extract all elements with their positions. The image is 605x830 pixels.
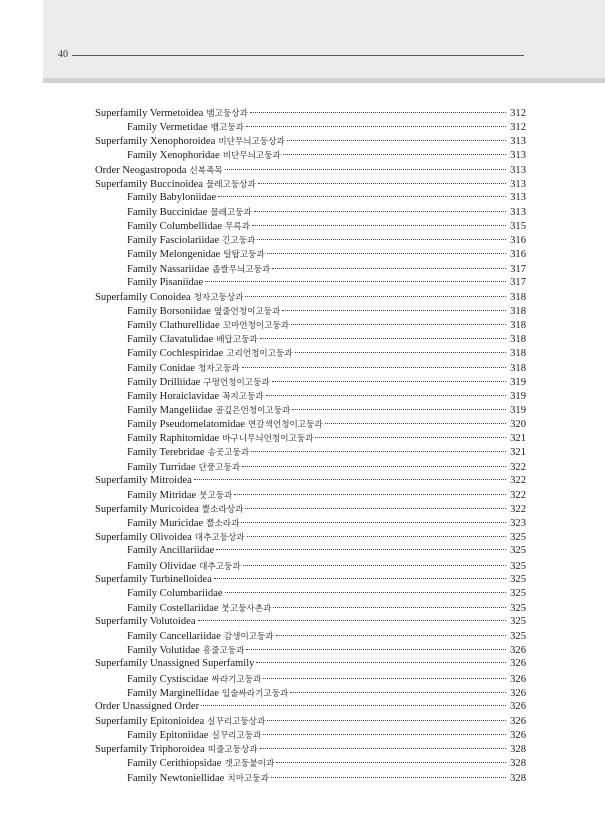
toc-entry-korean-name: 실꾸리고둥과 xyxy=(211,730,262,741)
toc-entry-page: 326 xyxy=(510,673,526,685)
toc-entry-group[interactable] xyxy=(95,700,526,714)
toc-entry-korean-name: 배답고둥과 xyxy=(216,334,258,345)
toc-entry-korean-name: 치마고둥과 xyxy=(227,772,269,783)
toc-entry-group[interactable] xyxy=(95,163,526,177)
toc-entry-title: Superfamily Unassigned Superfamily xyxy=(95,658,255,670)
toc-entry-korean-name: 신복족목 xyxy=(189,164,223,175)
toc-entry-title: Family Xenophoridae xyxy=(127,150,220,162)
toc-entry-page: 318 xyxy=(510,334,526,346)
toc-entry-family[interactable] xyxy=(95,643,526,657)
toc-entry-group[interactable] xyxy=(95,106,526,120)
toc-entry-title: Family Cerithiopsidae xyxy=(127,758,222,770)
toc-entry-page: 313 xyxy=(510,191,526,203)
toc-entry-page: 321 xyxy=(510,433,526,445)
toc-entry-title: Family Cancellariidae xyxy=(127,631,221,643)
toc-entry-korean-name: 송곳고둥과 xyxy=(207,447,250,458)
toc-dot-leader xyxy=(254,211,506,212)
toc-dot-leader xyxy=(245,296,506,297)
toc-entry-page: 326 xyxy=(510,658,526,670)
toc-entry-page: 318 xyxy=(510,348,526,360)
toc-entry-family[interactable] xyxy=(95,346,526,360)
toc-entry-title: Family Raphitomidae xyxy=(127,433,220,445)
toc-entry-page: 318 xyxy=(510,362,526,374)
toc-entry-family[interactable] xyxy=(95,587,526,601)
toc-entry-korean-name: 단풍고둥과 xyxy=(198,461,241,472)
toc-dot-leader xyxy=(272,381,506,382)
toc-entry-page: 326 xyxy=(510,716,526,728)
toc-dot-leader xyxy=(246,649,506,650)
toc-entry-family[interactable] xyxy=(95,686,526,700)
toc-entry-family[interactable] xyxy=(95,233,526,247)
toc-dot-leader xyxy=(194,479,506,480)
toc-entry-page: 321 xyxy=(510,447,526,459)
toc-dot-leader xyxy=(251,451,506,452)
toc-entry-family[interactable] xyxy=(95,544,526,558)
toc-entry-title: Family Cystiscidae xyxy=(127,673,209,685)
toc-dot-leader xyxy=(325,423,506,424)
toc-dot-leader xyxy=(256,662,506,663)
toc-entry-family[interactable] xyxy=(95,417,526,431)
toc-entry-korean-name: 붓고둥과 xyxy=(199,489,233,500)
toc-entry-page: 325 xyxy=(510,532,526,544)
toc-entry-family[interactable] xyxy=(95,559,526,573)
toc-entry-title: Family Clathurellidae xyxy=(127,320,220,332)
toc-entry-page: 312 xyxy=(510,122,526,134)
toc-entry-page: 318 xyxy=(510,305,526,317)
toc-entry-group[interactable] xyxy=(95,290,526,304)
toc-entry-title: Family Columbariidae xyxy=(127,587,223,599)
toc-entry-group[interactable] xyxy=(95,714,526,728)
toc-entry-family[interactable] xyxy=(95,488,526,502)
toc-entry-family[interactable] xyxy=(95,276,526,290)
toc-entry-title: Family Horaiclavidae xyxy=(127,390,220,402)
toc-entry-group[interactable] xyxy=(95,615,526,629)
toc-dot-leader xyxy=(252,225,506,226)
toc-entry-page: 313 xyxy=(510,206,526,218)
toc-entry-page: 319 xyxy=(510,390,526,402)
header-rule xyxy=(72,55,524,56)
toc-entry-page: 322 xyxy=(510,461,526,473)
toc-entry-korean-name: 비단무늬고둥상과 xyxy=(218,136,285,147)
toc-entry-family[interactable] xyxy=(95,120,526,134)
toc-dot-leader xyxy=(260,748,506,749)
toc-entry-korean-name: 대추고둥과 xyxy=(199,560,241,571)
toc-entry-page: 318 xyxy=(510,320,526,332)
toc-dot-leader xyxy=(283,154,506,155)
toc-entry-family[interactable] xyxy=(95,191,526,205)
toc-entry-page: 323 xyxy=(510,518,526,530)
toc-dot-leader xyxy=(243,565,506,566)
toc-entry-korean-name: 뿔소라과 xyxy=(206,518,240,529)
toc-dot-leader xyxy=(242,466,506,467)
toc-entry-family[interactable] xyxy=(95,318,526,332)
toc-entry-korean-name: 털탑고둥과 xyxy=(223,249,265,260)
toc-entry-korean-name: 붓고둥사촌과 xyxy=(221,602,272,613)
toc-entry-page: 316 xyxy=(510,235,526,247)
toc-entry-family[interactable] xyxy=(95,389,526,403)
toc-entry-title: Superfamily Triphoroidea xyxy=(95,744,205,756)
toc-entry-title: Superfamily Muricoidea xyxy=(95,503,199,515)
toc-entry-group[interactable] xyxy=(95,573,526,587)
toc-entry-title: Family Turridae xyxy=(127,461,196,473)
toc-entry-page: 325 xyxy=(510,616,526,628)
toc-entry-title: Family Buccinidae xyxy=(127,206,208,218)
toc-entry-family[interactable] xyxy=(95,756,526,770)
toc-entry-korean-name: 싸라기고둥과 xyxy=(211,673,262,684)
toc-entry-page: 328 xyxy=(510,758,526,770)
toc-entry-family[interactable] xyxy=(95,672,526,686)
toc-dot-leader xyxy=(257,239,506,240)
toc-entry-group[interactable] xyxy=(95,530,526,544)
toc-entry-family[interactable] xyxy=(95,262,526,276)
toc-entry-title: Order Unassigned Order xyxy=(95,700,200,712)
toc-entry-page: 326 xyxy=(510,700,526,712)
toc-dot-leader xyxy=(267,720,506,721)
toc-dot-leader xyxy=(205,281,506,282)
toc-entry-family[interactable] xyxy=(95,304,526,318)
toc-entry-page: 325 xyxy=(510,587,526,599)
toc-entry-korean-name: 꼬마언청이고둥과 xyxy=(222,320,290,331)
toc-entry-korean-name: 뱀고둥상과 xyxy=(206,108,248,118)
toc-entry-page: 325 xyxy=(510,602,526,614)
toc-entry-title: Family Marginellidae xyxy=(127,687,219,699)
toc-entry-korean-name: 띠줄고둥상과 xyxy=(207,744,258,755)
toc-dot-leader xyxy=(218,196,506,197)
toc-entry-page: 313 xyxy=(510,150,526,162)
toc-entry-group[interactable] xyxy=(95,657,526,671)
toc-entry-title: Family Mangeliidae xyxy=(127,404,213,416)
toc-entry-family[interactable] xyxy=(95,601,526,615)
toc-entry-page: 316 xyxy=(510,249,526,261)
toc-entry-page: 317 xyxy=(510,263,526,275)
toc-entry-page: 313 xyxy=(510,136,526,148)
toc-entry-title: Family Borsoniidae xyxy=(127,305,211,317)
toc-entry-family[interactable] xyxy=(95,403,526,417)
toc-entry-family[interactable] xyxy=(95,431,526,445)
toc-entry-title: Family Columbellidae xyxy=(127,221,223,233)
toc-entry-title: Family Clavatulidae xyxy=(127,334,214,346)
toc-entry-page: 326 xyxy=(510,687,526,699)
toc-entry-title: Family Babyloniidae xyxy=(127,191,217,203)
toc-dot-leader xyxy=(198,620,506,621)
toc-entry-korean-name: 실꾸리고둥상과 xyxy=(207,716,266,727)
toc-entry-family[interactable] xyxy=(95,629,526,643)
toc-dot-leader xyxy=(260,338,506,339)
toc-dot-leader xyxy=(266,395,506,396)
toc-entry-family[interactable] xyxy=(95,219,526,233)
toc-entry-family[interactable] xyxy=(95,445,526,459)
toc-entry-page: 315 xyxy=(510,221,526,233)
toc-dot-leader xyxy=(234,494,506,495)
toc-dot-leader xyxy=(292,409,506,410)
toc-dot-leader xyxy=(216,549,506,550)
toc-entry-title: Family Ancillariidae xyxy=(127,545,215,557)
toc-entry-korean-name: 긴고둥과 xyxy=(222,235,256,246)
toc-entry-group[interactable] xyxy=(95,177,526,191)
toc-dot-leader xyxy=(273,607,506,608)
toc-entry-title: Superfamily Mitroidea xyxy=(95,474,192,486)
toc-entry-title: Family Mitridae xyxy=(127,489,197,501)
toc-entry-korean-name: 물레고둥상과 xyxy=(205,178,256,189)
toc-entry-page: 313 xyxy=(510,178,526,190)
toc-entry-title: Superfamily Buccinoidea xyxy=(95,178,203,190)
toc-dot-leader xyxy=(245,508,506,509)
toc-entry-korean-name: 입술싸라기고둥과 xyxy=(221,687,289,698)
toc-dot-leader xyxy=(276,762,506,763)
toc-entry-title: Family Vermetidae xyxy=(127,122,208,134)
toc-entry-korean-name: 무륵과 xyxy=(225,221,250,232)
toc-entry-korean-name: 골깊은언청이고둥과 xyxy=(215,404,291,415)
toc-entry-title: Family Newtoniellidae xyxy=(127,772,225,784)
toc-entry-title: Family Melongenidae xyxy=(127,249,221,261)
toc-dot-leader xyxy=(225,169,506,170)
toc-entry-title: Order Neogastropoda xyxy=(95,164,187,176)
toc-entry-page: 317 xyxy=(510,276,526,288)
toc-entry-page: 322 xyxy=(510,503,526,515)
toc-entry-title: Family Terebridae xyxy=(127,447,205,459)
toc-entry-group[interactable] xyxy=(95,474,526,488)
toc-entry-korean-name: 감생이고둥과 xyxy=(223,631,274,642)
toc-entry-family[interactable] xyxy=(95,375,526,389)
toc-dot-leader xyxy=(246,126,506,127)
toc-entry-page: 328 xyxy=(510,772,526,784)
toc-entry-title: Family Costellariidae xyxy=(127,602,219,614)
toc-dot-leader xyxy=(263,678,506,679)
toc-entry-korean-name: 뿔소라상과 xyxy=(201,503,244,514)
toc-entry-group[interactable] xyxy=(95,134,526,148)
toc-dot-leader xyxy=(242,367,507,368)
toc-entry-family[interactable] xyxy=(95,205,526,219)
toc-entry-page: 325 xyxy=(510,573,526,585)
toc-dot-leader xyxy=(315,437,506,438)
toc-entry-korean-name: 옆줄언청이고둥과 xyxy=(213,305,281,316)
toc-dot-leader xyxy=(241,522,506,523)
toc-entry-korean-name: 뱀고둥과 xyxy=(210,122,244,133)
table-of-contents xyxy=(95,106,526,785)
toc-entry-korean-name: 대추고둥상과 xyxy=(194,532,245,543)
toc-entry-title: Superfamily Vermetoidea xyxy=(95,108,204,119)
toc-dot-leader xyxy=(291,324,506,325)
page-number: 40 xyxy=(58,49,68,60)
toc-entry-family[interactable] xyxy=(95,332,526,346)
toc-entry-korean-name: 비단무늬고둥과 xyxy=(222,150,281,161)
toc-entry-title: Family Pseudomelatomidae xyxy=(127,419,245,431)
toc-entry-family[interactable] xyxy=(95,516,526,530)
toc-entry-page: 313 xyxy=(510,164,526,176)
toc-dot-leader xyxy=(271,777,506,778)
toc-dot-leader xyxy=(290,692,506,693)
toc-entry-page: 326 xyxy=(510,645,526,657)
toc-entry-group[interactable] xyxy=(95,742,526,756)
toc-entry-title: Family Cochlespiridae xyxy=(127,348,224,360)
toc-entry-korean-name: 구멍언청이고둥과 xyxy=(203,376,270,387)
toc-dot-leader xyxy=(247,536,506,537)
toc-entry-title: Family Nassariidae xyxy=(127,263,210,275)
toc-entry-page: 320 xyxy=(510,419,526,431)
toc-entry-page: 325 xyxy=(510,545,526,557)
toc-entry-title: Family Volutidae xyxy=(127,645,200,657)
toc-entry-title: Family Pisaniidae xyxy=(127,276,204,288)
toc-entry-title: Family Drilliidae xyxy=(127,376,201,388)
toc-entry-korean-name: 갯고둥붙이과 xyxy=(224,758,275,769)
toc-entry-korean-name: 흥줄고둥과 xyxy=(202,645,245,656)
toc-entry-family[interactable] xyxy=(95,361,526,375)
toc-dot-leader xyxy=(287,140,506,141)
toc-entry-title: Family Fasciolariidae xyxy=(127,235,220,247)
toc-entry-title: Superfamily Epitonioidea xyxy=(95,716,205,728)
toc-entry-korean-name: 좁쌀무늬고둥과 xyxy=(212,263,271,274)
toc-entry-korean-name: 연갈색언청이고둥과 xyxy=(248,419,323,430)
toc-entry-title: Superfamily Olivoidea xyxy=(95,532,192,544)
toc-entry-title: Family Conidae xyxy=(127,362,195,374)
page-header xyxy=(43,0,605,78)
toc-entry-page: 326 xyxy=(510,730,526,742)
toc-dot-leader xyxy=(214,578,506,579)
toc-entry-page: 319 xyxy=(510,404,526,416)
toc-dot-leader xyxy=(282,310,506,311)
toc-entry-group[interactable] xyxy=(95,502,526,516)
toc-dot-leader xyxy=(201,705,506,706)
toc-entry-title: Family Epitoniidae xyxy=(127,730,209,742)
toc-entry-title: Superfamily Xenophoroidea xyxy=(95,136,216,148)
toc-entry-title: Superfamily Volutoidea xyxy=(95,616,196,628)
toc-entry-title: Superfamily Turbinelloidea xyxy=(95,573,212,585)
toc-dot-leader xyxy=(225,592,506,593)
toc-entry-family[interactable] xyxy=(95,148,526,162)
toc-entry-korean-name: 꼭지고둥과 xyxy=(222,390,264,401)
toc-dot-leader xyxy=(295,352,506,353)
toc-entry-family[interactable] xyxy=(95,247,526,261)
toc-entry-title: Superfamily Conoidea xyxy=(95,291,191,303)
toc-dot-leader xyxy=(267,253,506,254)
toc-entry-page: 322 xyxy=(510,489,526,501)
toc-dot-leader xyxy=(250,112,506,113)
toc-entry-page: 312 xyxy=(510,108,526,119)
toc-entry-title: Family Olividae xyxy=(127,560,197,572)
toc-dot-leader xyxy=(258,183,506,184)
toc-entry-page: 325 xyxy=(510,631,526,643)
toc-entry-family[interactable] xyxy=(95,771,526,785)
toc-entry-korean-name: 물레고둥과 xyxy=(210,206,252,217)
toc-entry-korean-name: 고리언청이고둥과 xyxy=(226,348,293,359)
toc-dot-leader xyxy=(272,268,506,269)
toc-entry-family[interactable] xyxy=(95,460,526,474)
toc-dot-leader xyxy=(263,734,506,735)
toc-entry-family[interactable] xyxy=(95,728,526,742)
toc-entry-korean-name: 바구니무늬언청이고둥과 xyxy=(222,433,314,444)
toc-entry-page: 318 xyxy=(510,291,526,303)
toc-entry-page: 319 xyxy=(510,376,526,388)
toc-entry-korean-name: 청자고둥과 xyxy=(197,362,240,373)
toc-dot-leader xyxy=(276,635,506,636)
toc-entry-page: 328 xyxy=(510,744,526,756)
header-shadow xyxy=(43,78,605,83)
toc-entry-page: 322 xyxy=(510,474,526,486)
toc-entry-page: 325 xyxy=(510,560,526,572)
toc-entry-title: Family Muricidae xyxy=(127,518,204,530)
toc-entry-korean-name: 청자고둥상과 xyxy=(193,291,244,302)
